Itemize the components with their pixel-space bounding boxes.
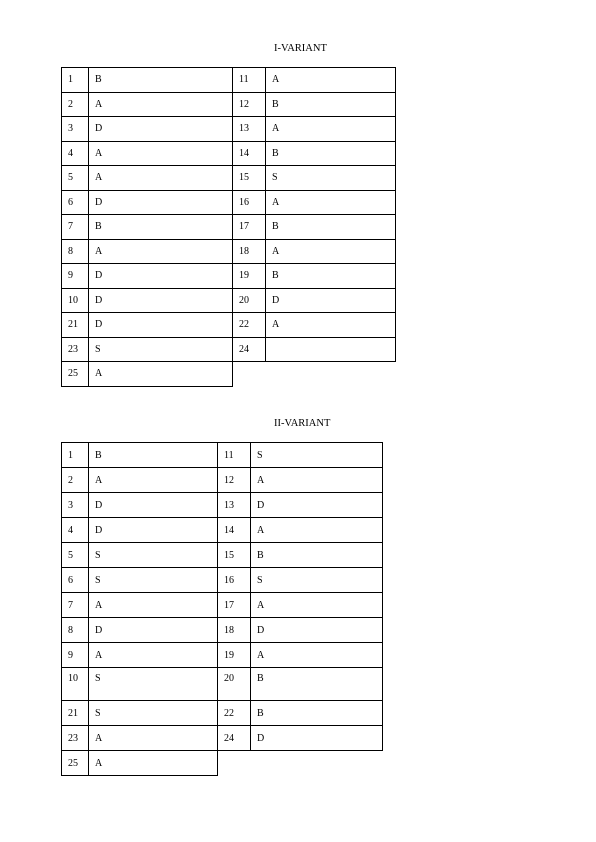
table-row (62, 643, 383, 668)
answer-cell: A (89, 726, 218, 751)
answer-cell: A (266, 68, 396, 93)
question-number: 1 (62, 68, 89, 93)
answer-cell: D (89, 117, 233, 142)
answer-cell: A (251, 593, 383, 618)
answer-cell: B (251, 668, 383, 701)
answer-cell: B (266, 92, 396, 117)
answer-cell: S (89, 337, 233, 362)
question-number: 11 (233, 68, 266, 93)
question-number: 4 (62, 141, 89, 166)
answer-cell: B (251, 701, 383, 726)
question-number: 10 (62, 668, 89, 701)
table-row (62, 618, 383, 643)
question-number: 9 (62, 264, 89, 289)
answer-cell: A (89, 166, 233, 191)
question-number: 9 (62, 643, 89, 668)
table-row (62, 337, 396, 362)
table-row (62, 726, 383, 751)
empty-cell (218, 751, 251, 776)
question-number: 19 (218, 643, 251, 668)
answer-cell: S (89, 668, 218, 701)
answer-cell: A (89, 593, 218, 618)
answer-cell: A (251, 518, 383, 543)
question-number: 21 (62, 701, 89, 726)
answer-cell: D (89, 493, 218, 518)
question-number: 19 (233, 264, 266, 289)
answer-cell: B (266, 215, 396, 240)
answer-cell: A (89, 92, 233, 117)
table-row (62, 288, 396, 313)
answer-cell: A (89, 643, 218, 668)
question-number: 24 (233, 337, 266, 362)
table-row (62, 493, 383, 518)
question-number: 15 (233, 166, 266, 191)
table-row (62, 668, 383, 701)
answer-cell: A (89, 239, 233, 264)
answer-cell: A (251, 468, 383, 493)
answer-cell: A (266, 239, 396, 264)
question-number: 3 (62, 493, 89, 518)
question-number: 8 (62, 239, 89, 264)
question-number: 1 (62, 443, 89, 468)
answer-cell: D (89, 190, 233, 215)
question-number: 2 (62, 468, 89, 493)
question-number: 15 (218, 543, 251, 568)
table-row (62, 568, 383, 593)
answer-cell: S (251, 568, 383, 593)
question-number: 4 (62, 518, 89, 543)
question-number: 22 (233, 313, 266, 338)
question-number: 22 (218, 701, 251, 726)
table-row (62, 543, 383, 568)
table-row (62, 239, 396, 264)
question-number: 7 (62, 215, 89, 240)
answer-cell: B (266, 141, 396, 166)
answer-cell: S (89, 701, 218, 726)
answer-cell: A (266, 313, 396, 338)
question-number: 3 (62, 117, 89, 142)
answer-cell: A (251, 643, 383, 668)
table-row (62, 141, 396, 166)
question-number: 20 (233, 288, 266, 313)
table-row (62, 166, 396, 191)
answer-cell: D (266, 288, 396, 313)
answer-cell: B (89, 215, 233, 240)
table-row (62, 215, 396, 240)
question-number: 10 (62, 288, 89, 313)
variant-1-title: I-VARIANT (274, 43, 327, 54)
question-number: 11 (218, 443, 251, 468)
answer-cell: B (251, 543, 383, 568)
answer-cell: A (266, 190, 396, 215)
question-number: 16 (218, 568, 251, 593)
answer-cell (266, 337, 396, 362)
answer-cell: A (89, 751, 218, 776)
table-row (62, 117, 396, 142)
answer-cell: A (89, 468, 218, 493)
question-number: 5 (62, 543, 89, 568)
answer-cell: B (89, 68, 233, 93)
question-number: 14 (233, 141, 266, 166)
empty-cell (266, 362, 396, 387)
answer-cell: S (89, 568, 218, 593)
answer-cell: B (89, 443, 218, 468)
table-row (62, 362, 396, 387)
table-row (62, 92, 396, 117)
question-number: 25 (62, 751, 89, 776)
table-row (62, 518, 383, 543)
answer-cell: D (251, 726, 383, 751)
question-number: 20 (218, 668, 251, 701)
question-number: 12 (233, 92, 266, 117)
answer-cell: A (89, 362, 233, 387)
table-row (62, 190, 396, 215)
answer-cell: D (251, 618, 383, 643)
question-number: 17 (233, 215, 266, 240)
question-number: 13 (233, 117, 266, 142)
table-row (62, 443, 383, 468)
answer-cell: A (89, 141, 233, 166)
variant-2-title: II-VARIANT (274, 418, 331, 429)
variant-2-answer-table (61, 442, 383, 776)
answer-cell: S (89, 543, 218, 568)
variant-1-answer-table (61, 67, 396, 387)
question-number: 12 (218, 468, 251, 493)
answer-cell: D (89, 264, 233, 289)
table-row (62, 593, 383, 618)
question-number: 18 (233, 239, 266, 264)
table-row (62, 468, 383, 493)
question-number: 7 (62, 593, 89, 618)
answer-cell: B (266, 264, 396, 289)
question-number: 14 (218, 518, 251, 543)
table-row (62, 751, 383, 776)
question-number: 6 (62, 190, 89, 215)
question-number: 23 (62, 337, 89, 362)
question-number: 18 (218, 618, 251, 643)
table-row (62, 264, 396, 289)
question-number: 21 (62, 313, 89, 338)
question-number: 13 (218, 493, 251, 518)
table-row (62, 68, 396, 93)
answer-cell: S (266, 166, 396, 191)
question-number: 8 (62, 618, 89, 643)
empty-cell (233, 362, 266, 387)
answer-cell: D (89, 518, 218, 543)
answer-cell: A (266, 117, 396, 142)
question-number: 5 (62, 166, 89, 191)
question-number: 23 (62, 726, 89, 751)
empty-cell (251, 751, 383, 776)
answer-cell: D (89, 618, 218, 643)
answer-cell: D (89, 313, 233, 338)
question-number: 24 (218, 726, 251, 751)
question-number: 6 (62, 568, 89, 593)
question-number: 2 (62, 92, 89, 117)
answer-cell: D (251, 493, 383, 518)
table-row (62, 313, 396, 338)
question-number: 25 (62, 362, 89, 387)
answer-cell: S (251, 443, 383, 468)
answer-cell: D (89, 288, 233, 313)
question-number: 17 (218, 593, 251, 618)
question-number: 16 (233, 190, 266, 215)
table-row (62, 701, 383, 726)
